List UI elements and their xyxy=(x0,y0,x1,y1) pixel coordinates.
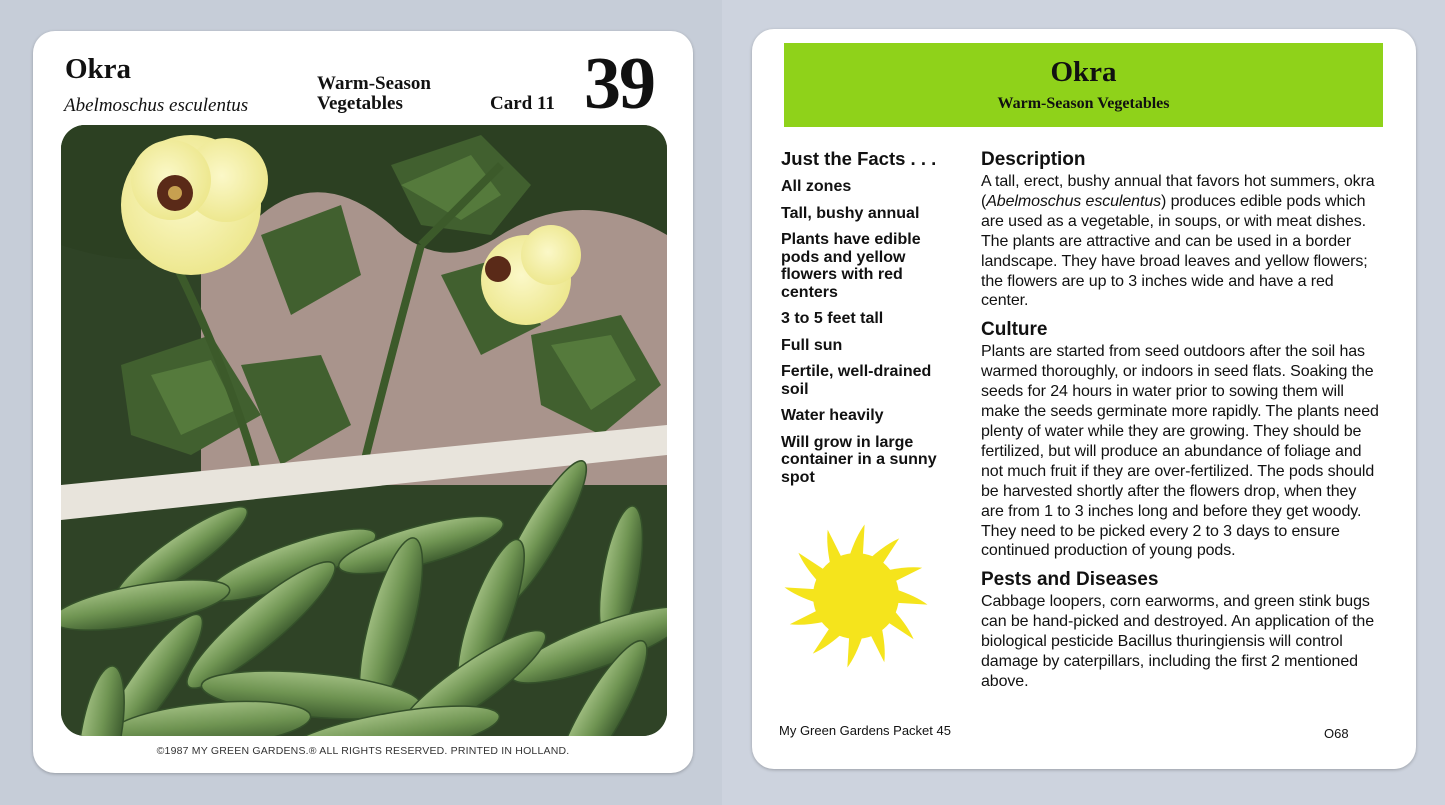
sun-ray xyxy=(785,587,817,602)
description-text xyxy=(981,172,1383,311)
front-title: Okra xyxy=(65,53,132,85)
fact-item: Tall, bushy annual xyxy=(781,204,920,222)
description-heading: Description xyxy=(981,149,1086,170)
sun-ray xyxy=(847,635,862,667)
front-card-number: 39 xyxy=(584,43,654,125)
sun-ray xyxy=(849,525,864,557)
card-front xyxy=(33,31,693,773)
fact-item: Will grow in large container in a sunny spot xyxy=(781,433,937,486)
sun-icon xyxy=(781,521,931,671)
facts-title: Just the Facts . . . xyxy=(781,148,937,169)
culture-heading: Culture xyxy=(981,319,1048,341)
fact-item: Fertile, well-drained soil xyxy=(781,363,932,398)
description-latin-name: Abelmoschus esculentus xyxy=(986,192,1162,210)
front-copyright: ©1987 MY GREEN GARDENS.® ALL RIGHTS RESERVED. PRINTED IN HOLLAND. xyxy=(156,745,570,757)
back-subtitle: Warm-Season Vegetables xyxy=(997,95,1170,112)
facts-column xyxy=(781,148,961,495)
fact-item: 3 to 5 feet tall xyxy=(781,310,884,327)
front-latin-name: Abelmoschus esculentus xyxy=(64,95,249,116)
description-column xyxy=(981,149,1383,700)
front-card-label: Card 11 xyxy=(490,93,555,114)
pests-text: Cabbage loopers, corn earworms, and green stink bugs can be hand-picked and destroyed. An application of the biological pesticide Bacillus thuringiensis will control damage by caterpillars, including the first 2 mentioned above. xyxy=(981,593,1375,690)
back-title: Okra xyxy=(1050,56,1117,88)
fact-item: Plants have edible pods and yellow flowers with red centers xyxy=(781,231,921,301)
fact-item: Water heavily xyxy=(781,407,884,424)
back-header-band xyxy=(784,43,1383,127)
culture-text: Plants are started from seed outdoors after the soil has warmed thoroughly, or indoors in seed flats. Soaking the seeds for 24 hours in water prior to sowing them will make the seeds germinate more rapidly. The plants need plenty of water while they are growing. They should be fertilized, but will produce an abundance of foliage and not much fruit if they are over-fertilized. The pods should be harvested shortly after the flowers drop, when they are from 1 to 3 inches long and before they get woody. They need to be picked every 2 to 3 days to ensure continued production of young pods. xyxy=(981,343,1379,560)
okra-photo xyxy=(61,125,667,736)
front-category: Warm-Season Vegetables xyxy=(317,73,431,114)
description-text-part: ) produces edible pods which are used as a vegetable, in soups, or with meat dishes. The plants are attractive and can be used in a border landscape. They have broad leaves and yellow flowers; the flowers are up to 3 inches wide and have a red center. xyxy=(981,192,1368,310)
pests-heading: Pests and Diseases xyxy=(981,569,1159,591)
fact-item: Full sun xyxy=(781,336,843,354)
packet-label: My Green Gardens Packet 45 xyxy=(779,723,951,738)
sun-ray xyxy=(895,589,927,604)
description-text-part: A tall, erect, bushy annual that favors hot summers, okra ( xyxy=(981,173,1375,210)
card-code: O68 xyxy=(1324,726,1349,741)
fact-item: All zones xyxy=(781,178,852,195)
card-back xyxy=(752,29,1416,769)
